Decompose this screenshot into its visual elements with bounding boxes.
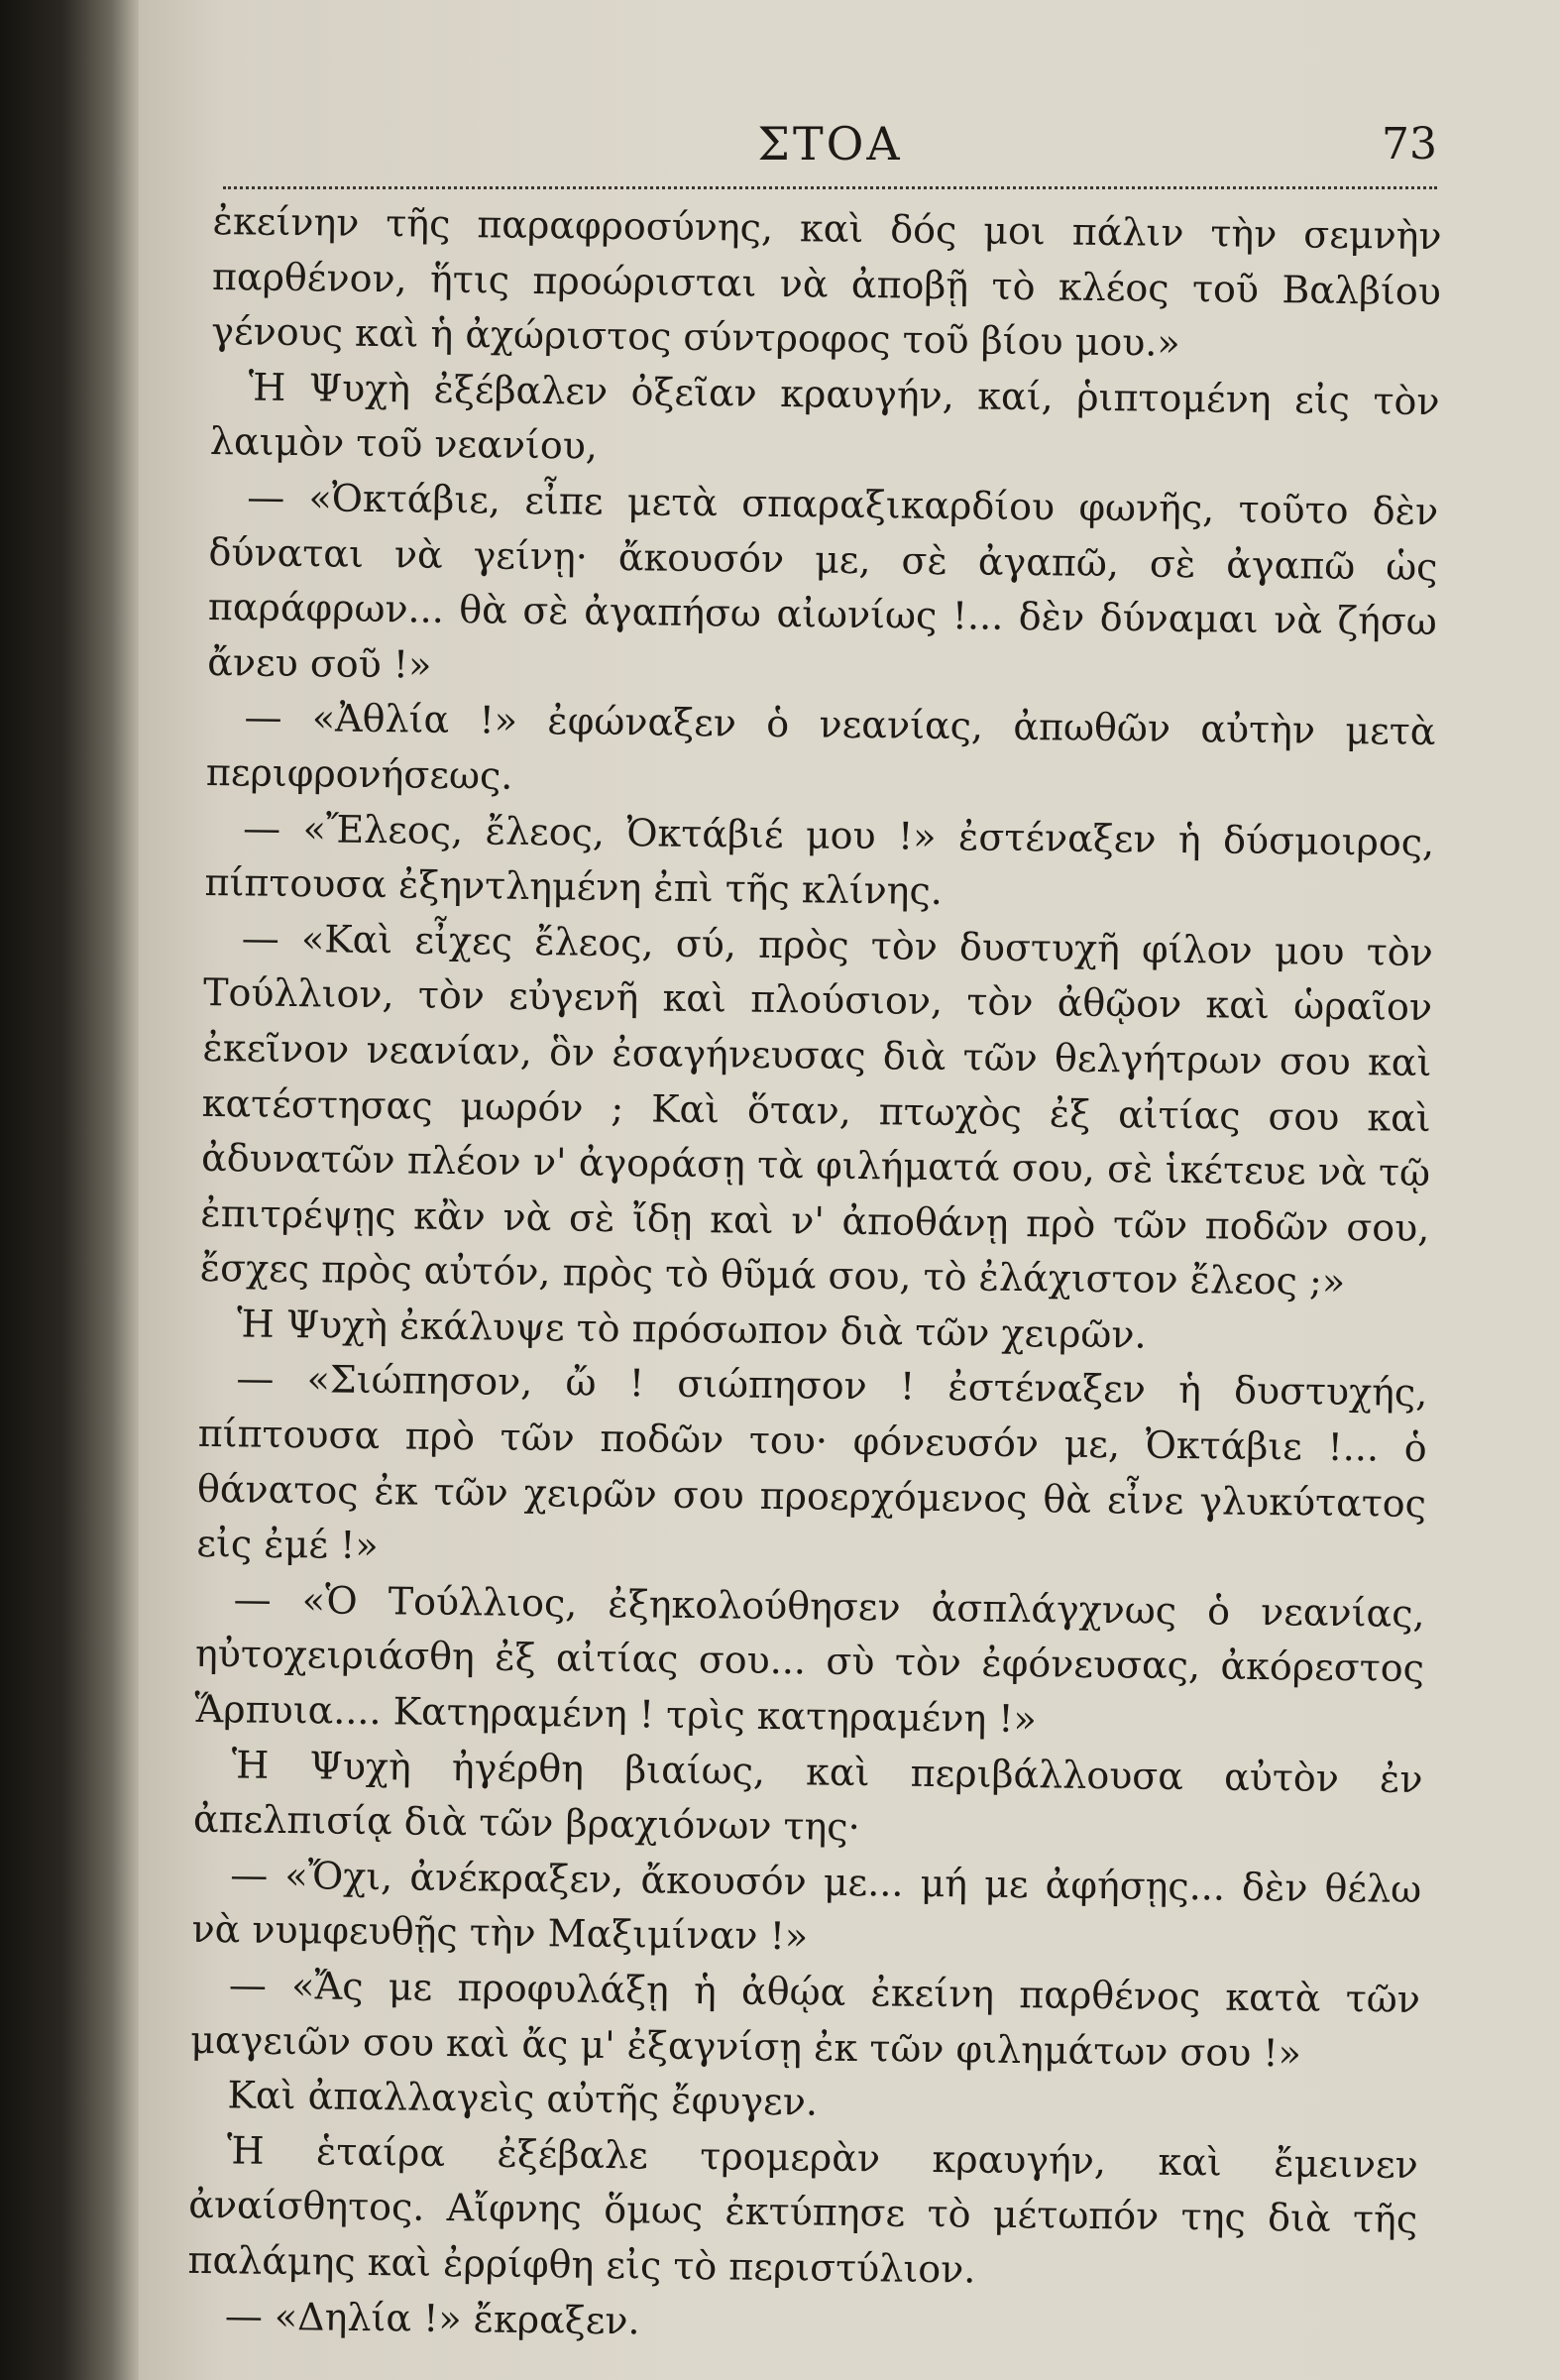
paragraph: Ἡ Ψυχὴ ἠγέρθη βιαίως, καὶ περιβάλλουσα αὐτὸν ἐν ἀπελπισίᾳ διὰ τῶν βραχιόνων της· xyxy=(192,1742,1423,1850)
book-spine-shadow xyxy=(0,0,139,2380)
page-header xyxy=(223,117,1437,186)
paragraph: — «Σιώπησον, ὤ ! σιώπησον ! ἐστέναξεν ἡ δυστυχής, πίπτουσα πρὸ τῶν ποδῶν του· φόνευσόν με, Ὀκτάβιε !... ὁ θάνατος ἐκ τῶν χειρῶν σου προερχόμενος θὰ εἶνε γλυκύτατος εἰς ἐμέ !» xyxy=(196,1356,1428,1568)
paragraph: — «Ὀκτάβιε, εἶπε μετὰ σπαραξικαρδίου φωνῆς, τοῦτο δὲν δύναται νὰ γείνῃ· ἄκουσόν με, σὲ ἀγαπῶ, σὲ ἀγαπῶ ὡς παράφρων... θὰ σὲ ἀγαπήσω αἰωνίως !... δὲν δύναμαι νὰ ζήσω ἄνευ σοῦ !» xyxy=(206,475,1439,687)
paragraph: — «Ὁ Τούλλιος, ἐξηκολούθησεν ἀσπλάγχνως ὁ νεανίας, ηὐτοχειριάσθη ἐξ αἰτίας σου... σὺ τὸν ἐφόνευσας, ἀκόρεστος Ἅρπυια.... Κατηραμένη ! τρὶς κατηραμένη !» xyxy=(194,1577,1425,1742)
running-title: ΣΤΟΑ xyxy=(757,117,903,170)
paragraph: — «Ἄς με προφυλάξῃ ἡ ἀθῴα ἐκείνη παρθένος κατὰ τῶν μαγειῶν σου καὶ ἄς μ' ἐξαγνίσῃ ἐκ τῶν φιλημάτων σου !» xyxy=(189,1963,1421,2076)
paragraph: Ἡ ἑταίρα ἐξέβαλε τρομερὰν κραυγήν, καὶ ἔμεινεν ἀναίσθητος. Αἴφνης ὅμως ἐκτύπησε τὸ μέτωπόν της διὰ τῆς παλάμης καὶ ἐρρίφθη εἰς τὸ περιστύλιον. xyxy=(187,2128,1419,2292)
paragraph: — «Δηλία !» ἔκραξεν. xyxy=(224,2293,640,2342)
paragraph: Ἡ Ψυχὴ ἐκάλυψε τὸ πρόσωπον διὰ τῶν χειρῶν. xyxy=(236,1302,1147,1357)
paragraph: Καὶ ἀπαλλαγεὶς αὐτῆς ἔφυγεν. xyxy=(227,2073,819,2124)
paragraph: ἐκείνην τῆς παραφροσύνης, καὶ δός μοι πάλιν τὴν σεμνὴν παρθένον, ἥτις προώρισται νὰ ἀποβῇ τὸ κλέος τοῦ Βαλβίου γένους καὶ ἡ ἀχώριστος σύντροφος τοῦ βίου μου.» xyxy=(211,198,1442,366)
paragraph: Ἡ Ψυχὴ ἐξέβαλεν ὀξεῖαν κραυγήν, καί, ῥιπτομένη εἰς τὸν λαιμὸν τοῦ νεανίου, xyxy=(209,365,1440,469)
header-rule xyxy=(223,186,1437,195)
paragraph: — «Ἀθλία !» ἐφώναξεν ὁ νεανίας, ἀπωθῶν αὐτὴν μετὰ περιφρονήσεως. xyxy=(205,695,1436,798)
paragraph: — «Ὄχι, ἀνέκραξεν, ἄκουσόν με... μή με ἀφήσῃς... δὲν θέλω νὰ νυμφευθῇς τὴν Μαξιμίναν !» xyxy=(191,1853,1422,1959)
page-number: 73 xyxy=(1382,119,1437,170)
page-body-text xyxy=(187,194,1442,2358)
paragraph: — «Ἔλεος, ἔλεος, Ὀκτάβιέ μου !» ἐστέναξεν ἡ δύσμοιρος, πίπτουσα ἐξηντλημένη ἐπὶ τῆς κλίνης. xyxy=(204,805,1435,914)
paragraph: — «Καὶ εἶχες ἔλεος, σύ, πρὸς τὸν δυστυχῆ φίλον μου τὸν Τούλλιον, τὸν εὐγενῆ καὶ πλούσιον, τὸν ἀθῷον καὶ ὡραῖον ἐκεῖνον νεανίαν, ὃν ἐσαγήνευσας διὰ τῶν θελγήτρων σου καὶ κατέστησας μωρόν ; Καὶ ὅταν, πτωχὸς ἐξ αἰτίας σου καὶ ἀδυνατῶν πλέον ν' ἀγοράσῃ τὰ φιλήματά σου, σὲ ἱκέτευε νὰ τῷ ἐπιτρέψῃς κἂν νὰ σὲ ἴδῃ καὶ ν' ἀποθάνῃ πρὸ τῶν ποδῶν σου, ἔσχες πρὸς αὐτόν, πρὸς τὸ θῦμά σου, τὸ ἐλάχιστον ἔλεος ;» xyxy=(199,916,1434,1304)
